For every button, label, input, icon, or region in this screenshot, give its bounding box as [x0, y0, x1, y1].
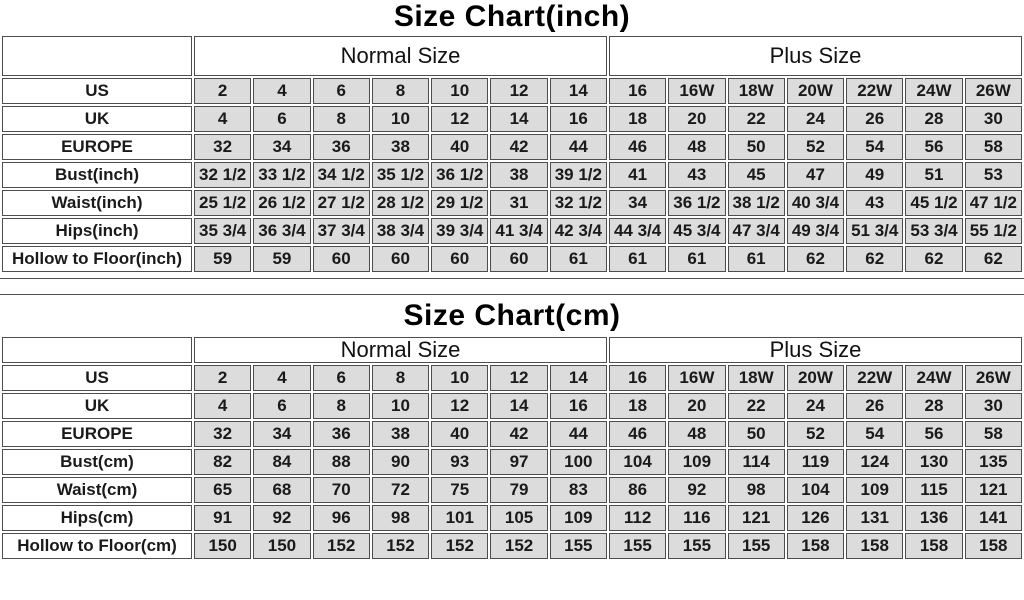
size-value-cell: 59: [194, 246, 251, 272]
size-value-cell: 44: [550, 134, 607, 160]
size-value-cell: 10: [431, 365, 488, 391]
size-value-cell: 42: [490, 134, 547, 160]
size-value-cell: 12: [431, 393, 488, 419]
size-value-cell: 28 1/2: [372, 190, 429, 216]
size-value-cell: 20: [668, 393, 725, 419]
size-value-cell: 109: [550, 505, 607, 531]
size-value-cell: 28: [905, 106, 962, 132]
size-value-cell: 26: [846, 393, 903, 419]
size-value-cell: 70: [313, 477, 370, 503]
size-value-cell: 152: [372, 533, 429, 559]
group-header-normal-size: Normal Size: [194, 337, 607, 363]
row-label: Hollow to Floor(cm): [2, 533, 192, 559]
size-value-cell: 18: [609, 106, 666, 132]
size-value-cell: 109: [846, 477, 903, 503]
size-value-cell: 42: [490, 421, 547, 447]
size-value-cell: 24W: [905, 365, 962, 391]
size-value-cell: 34: [253, 134, 310, 160]
size-value-cell: 104: [609, 449, 666, 475]
size-value-cell: 61: [609, 246, 666, 272]
size-value-cell: 51: [905, 162, 962, 188]
size-value-cell: 6: [253, 106, 310, 132]
size-value-cell: 39 3/4: [431, 218, 488, 244]
size-value-cell: 114: [728, 449, 785, 475]
size-value-cell: 112: [609, 505, 666, 531]
size-value-cell: 45 3/4: [668, 218, 725, 244]
table-row: [2, 477, 1022, 503]
row-label: Hollow to Floor(inch): [2, 246, 192, 272]
size-value-cell: 50: [728, 134, 785, 160]
size-value-cell: 4: [194, 106, 251, 132]
size-value-cell: 155: [668, 533, 725, 559]
size-value-cell: 62: [905, 246, 962, 272]
size-value-cell: 4: [194, 393, 251, 419]
size-value-cell: 158: [965, 533, 1022, 559]
row-label: Hips(inch): [2, 218, 192, 244]
table-row: [2, 106, 1022, 132]
size-value-cell: 61: [668, 246, 725, 272]
size-value-cell: 12: [490, 365, 547, 391]
size-value-cell: 52: [787, 134, 844, 160]
size-value-cell: 59: [253, 246, 310, 272]
size-table-inch: [0, 34, 1024, 274]
size-value-cell: 22W: [846, 365, 903, 391]
size-value-cell: 33 1/2: [253, 162, 310, 188]
size-value-cell: 104: [787, 477, 844, 503]
size-value-cell: 65: [194, 477, 251, 503]
table-row: [2, 533, 1022, 559]
size-value-cell: 155: [550, 533, 607, 559]
size-value-cell: 16W: [668, 365, 725, 391]
table-row: [2, 246, 1022, 272]
size-value-cell: 62: [787, 246, 844, 272]
size-value-cell: 32 1/2: [550, 190, 607, 216]
size-value-cell: 42 3/4: [550, 218, 607, 244]
size-value-cell: 26: [846, 106, 903, 132]
size-value-cell: 131: [846, 505, 903, 531]
size-value-cell: 51 3/4: [846, 218, 903, 244]
size-value-cell: 14: [490, 106, 547, 132]
table-row: [2, 134, 1022, 160]
size-value-cell: 12: [490, 78, 547, 104]
size-value-cell: 6: [253, 393, 310, 419]
size-value-cell: 97: [490, 449, 547, 475]
size-value-cell: 36 1/2: [668, 190, 725, 216]
size-value-cell: 48: [668, 134, 725, 160]
size-value-cell: 22W: [846, 78, 903, 104]
size-value-cell: 8: [372, 365, 429, 391]
size-value-cell: 79: [490, 477, 547, 503]
size-value-cell: 20W: [787, 365, 844, 391]
size-value-cell: 14: [550, 365, 607, 391]
size-value-cell: 91: [194, 505, 251, 531]
row-label: EUROPE: [2, 421, 192, 447]
size-value-cell: 29 1/2: [431, 190, 488, 216]
size-value-cell: 56: [905, 421, 962, 447]
size-value-cell: 38: [372, 134, 429, 160]
table-row: [2, 78, 1022, 104]
size-value-cell: 152: [490, 533, 547, 559]
table-row: [2, 449, 1022, 475]
size-value-cell: 52: [787, 421, 844, 447]
size-value-cell: 22: [728, 393, 785, 419]
size-value-cell: 16: [609, 365, 666, 391]
size-value-cell: 109: [668, 449, 725, 475]
size-value-cell: 34 1/2: [313, 162, 370, 188]
size-value-cell: 68: [253, 477, 310, 503]
size-value-cell: 158: [787, 533, 844, 559]
row-label: UK: [2, 393, 192, 419]
size-value-cell: 43: [846, 190, 903, 216]
size-value-cell: 43: [668, 162, 725, 188]
group-header-plus-size: Plus Size: [609, 36, 1022, 76]
size-value-cell: 40: [431, 421, 488, 447]
row-label: UK: [2, 106, 192, 132]
size-value-cell: 54: [846, 134, 903, 160]
size-value-cell: 16: [550, 106, 607, 132]
size-value-cell: 49 3/4: [787, 218, 844, 244]
size-value-cell: 24: [787, 106, 844, 132]
size-value-cell: 93: [431, 449, 488, 475]
size-table-cm: [0, 335, 1024, 561]
table-row: [2, 421, 1022, 447]
size-value-cell: 101: [431, 505, 488, 531]
table-row: [2, 162, 1022, 188]
size-value-cell: 40: [431, 134, 488, 160]
size-value-cell: 46: [609, 421, 666, 447]
size-value-cell: 47: [787, 162, 844, 188]
size-value-cell: 47 1/2: [965, 190, 1022, 216]
size-value-cell: 38 1/2: [728, 190, 785, 216]
size-value-cell: 4: [253, 365, 310, 391]
size-value-cell: 39 1/2: [550, 162, 607, 188]
size-value-cell: 136: [905, 505, 962, 531]
size-value-cell: 88: [313, 449, 370, 475]
size-value-cell: 41: [609, 162, 666, 188]
size-value-cell: 24: [787, 393, 844, 419]
size-value-cell: 96: [313, 505, 370, 531]
size-value-cell: 83: [550, 477, 607, 503]
size-value-cell: 116: [668, 505, 725, 531]
size-value-cell: 98: [728, 477, 785, 503]
size-value-cell: 2: [194, 78, 251, 104]
size-value-cell: 20W: [787, 78, 844, 104]
size-value-cell: 130: [905, 449, 962, 475]
size-value-cell: 54: [846, 421, 903, 447]
row-label: Bust(inch): [2, 162, 192, 188]
row-label: US: [2, 365, 192, 391]
size-value-cell: 8: [372, 78, 429, 104]
size-value-cell: 53: [965, 162, 1022, 188]
size-value-cell: 121: [965, 477, 1022, 503]
size-value-cell: 35 1/2: [372, 162, 429, 188]
size-value-cell: 86: [609, 477, 666, 503]
size-value-cell: 100: [550, 449, 607, 475]
row-label: Hips(cm): [2, 505, 192, 531]
size-value-cell: 72: [372, 477, 429, 503]
table-row: [2, 365, 1022, 391]
size-value-cell: 2: [194, 365, 251, 391]
size-value-cell: 4: [253, 78, 310, 104]
size-value-cell: 26W: [965, 78, 1022, 104]
size-value-cell: 35 3/4: [194, 218, 251, 244]
size-value-cell: 32: [194, 134, 251, 160]
size-chart-inch-section: [0, 0, 1024, 274]
size-value-cell: 58: [965, 421, 1022, 447]
size-chart-cm-title: Size Chart(cm): [0, 294, 1024, 335]
size-value-cell: 38: [372, 421, 429, 447]
size-value-cell: 20: [668, 106, 725, 132]
size-value-cell: 155: [728, 533, 785, 559]
size-value-cell: 150: [194, 533, 251, 559]
table-row: [2, 218, 1022, 244]
size-value-cell: 115: [905, 477, 962, 503]
size-value-cell: 135: [965, 449, 1022, 475]
size-value-cell: 30: [965, 106, 1022, 132]
size-value-cell: 36: [313, 421, 370, 447]
size-value-cell: 45 1/2: [905, 190, 962, 216]
size-value-cell: 18W: [728, 78, 785, 104]
table-row: [2, 505, 1022, 531]
size-value-cell: 98: [372, 505, 429, 531]
size-value-cell: 38: [490, 162, 547, 188]
size-value-cell: 18: [609, 393, 666, 419]
size-value-cell: 40 3/4: [787, 190, 844, 216]
size-value-cell: 34: [253, 421, 310, 447]
row-label: Waist(inch): [2, 190, 192, 216]
size-chart-inch-title: Size Chart(inch): [393, 0, 631, 33]
size-value-cell: 10: [372, 106, 429, 132]
size-value-cell: 82: [194, 449, 251, 475]
size-value-cell: 84: [253, 449, 310, 475]
table-row: [2, 393, 1022, 419]
row-label: EUROPE: [2, 134, 192, 160]
size-value-cell: 24W: [905, 78, 962, 104]
size-value-cell: 36 3/4: [253, 218, 310, 244]
size-value-cell: 49: [846, 162, 903, 188]
size-value-cell: 152: [431, 533, 488, 559]
row-label: Waist(cm): [2, 477, 192, 503]
size-value-cell: 18W: [728, 365, 785, 391]
size-value-cell: 90: [372, 449, 429, 475]
size-value-cell: 16: [550, 393, 607, 419]
row-label: Bust(cm): [2, 449, 192, 475]
size-value-cell: 10: [431, 78, 488, 104]
size-value-cell: 6: [313, 78, 370, 104]
size-value-cell: 32: [194, 421, 251, 447]
size-value-cell: 36 1/2: [431, 162, 488, 188]
size-value-cell: 124: [846, 449, 903, 475]
size-value-cell: 62: [846, 246, 903, 272]
size-value-cell: 158: [905, 533, 962, 559]
size-value-cell: 32 1/2: [194, 162, 251, 188]
size-value-cell: 45: [728, 162, 785, 188]
size-value-cell: 105: [490, 505, 547, 531]
size-value-cell: 14: [490, 393, 547, 419]
size-value-cell: 14: [550, 78, 607, 104]
size-value-cell: 37 3/4: [313, 218, 370, 244]
size-value-cell: 8: [313, 393, 370, 419]
size-value-cell: 16W: [668, 78, 725, 104]
size-value-cell: 50: [728, 421, 785, 447]
size-value-cell: 60: [490, 246, 547, 272]
size-value-cell: 31: [490, 190, 547, 216]
size-value-cell: 44 3/4: [609, 218, 666, 244]
size-value-cell: 44: [550, 421, 607, 447]
group-header-plus-size: Plus Size: [609, 337, 1022, 363]
size-value-cell: 10: [372, 393, 429, 419]
size-value-cell: 47 3/4: [728, 218, 785, 244]
size-value-cell: 28: [905, 393, 962, 419]
row-label: US: [2, 78, 192, 104]
size-value-cell: 53 3/4: [905, 218, 962, 244]
size-value-cell: 46: [609, 134, 666, 160]
size-value-cell: 22: [728, 106, 785, 132]
size-value-cell: 58: [965, 134, 1022, 160]
size-value-cell: 61: [550, 246, 607, 272]
size-value-cell: 34: [609, 190, 666, 216]
size-value-cell: 92: [668, 477, 725, 503]
size-value-cell: 62: [965, 246, 1022, 272]
size-value-cell: 26 1/2: [253, 190, 310, 216]
size-value-cell: 119: [787, 449, 844, 475]
size-value-cell: 61: [728, 246, 785, 272]
size-value-cell: 155: [609, 533, 666, 559]
size-value-cell: 92: [253, 505, 310, 531]
size-value-cell: 152: [313, 533, 370, 559]
size-value-cell: 55 1/2: [965, 218, 1022, 244]
size-value-cell: 16: [609, 78, 666, 104]
size-value-cell: 121: [728, 505, 785, 531]
size-value-cell: 26W: [965, 365, 1022, 391]
divider-rule: [0, 278, 1024, 279]
size-value-cell: 126: [787, 505, 844, 531]
size-value-cell: 8: [313, 106, 370, 132]
group-header-row: [2, 337, 1022, 363]
size-value-cell: 75: [431, 477, 488, 503]
size-value-cell: 30: [965, 393, 1022, 419]
size-value-cell: 60: [313, 246, 370, 272]
size-value-cell: 41 3/4: [490, 218, 547, 244]
size-value-cell: 12: [431, 106, 488, 132]
size-value-cell: 6: [313, 365, 370, 391]
group-header-row: [2, 36, 1022, 76]
table-row: [2, 190, 1022, 216]
size-value-cell: 38 3/4: [372, 218, 429, 244]
size-value-cell: 48: [668, 421, 725, 447]
size-value-cell: 60: [431, 246, 488, 272]
size-value-cell: 36: [313, 134, 370, 160]
size-value-cell: 150: [253, 533, 310, 559]
size-value-cell: 27 1/2: [313, 190, 370, 216]
corner-cell: [2, 36, 192, 76]
corner-cell: [2, 337, 192, 363]
size-value-cell: 56: [905, 134, 962, 160]
size-value-cell: 25 1/2: [194, 190, 251, 216]
size-value-cell: 60: [372, 246, 429, 272]
size-chart-cm-section: [0, 294, 1024, 561]
group-header-normal-size: Normal Size: [194, 36, 607, 76]
size-value-cell: 141: [965, 505, 1022, 531]
size-value-cell: 158: [846, 533, 903, 559]
